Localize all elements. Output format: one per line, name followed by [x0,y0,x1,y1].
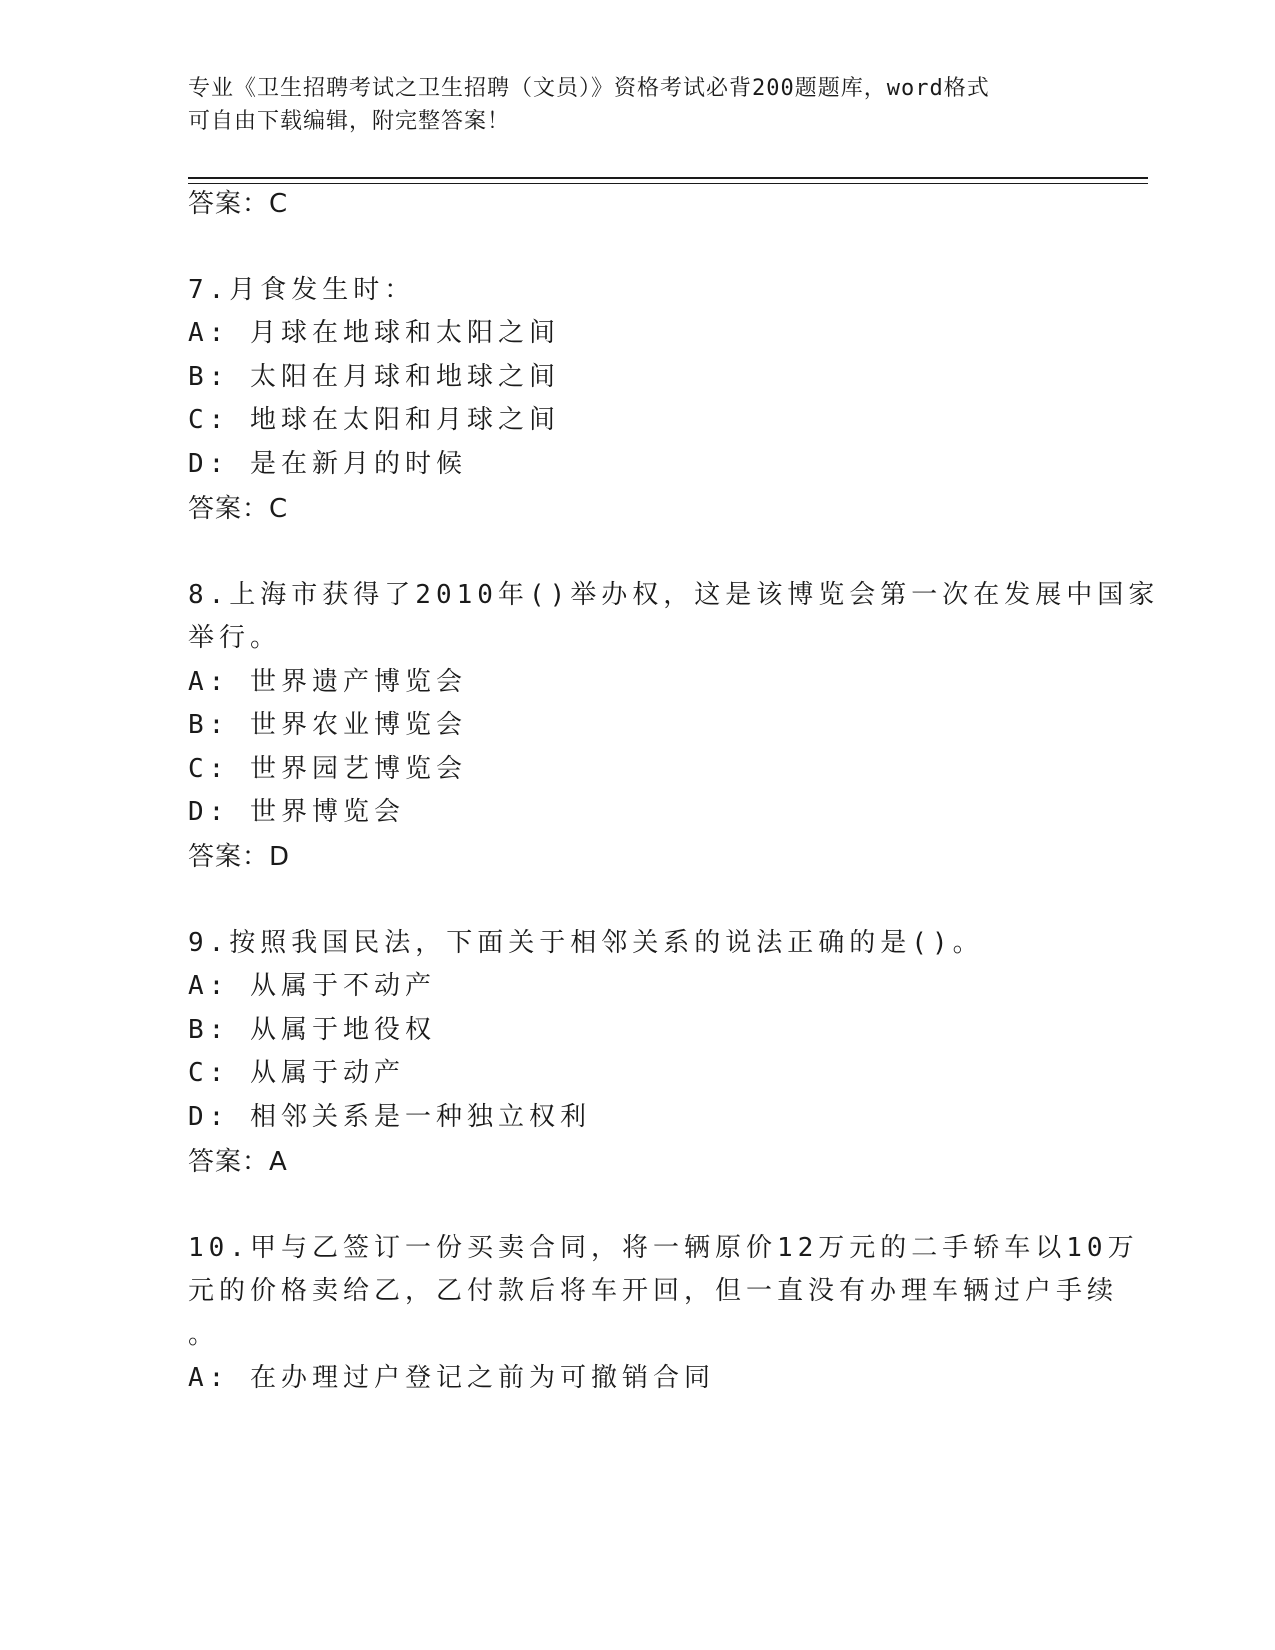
question-8-stem-line-2: 举行。 [188,623,282,653]
question-8-option-a: A: 世界遗产博览会 [188,667,467,697]
question-7-option-c: C: 地球在太阳和月球之间 [188,405,560,435]
header-line-1: 专业《卫生招聘考试之卫生招聘（文员）》资格考试必背200题题库，word格式 [188,76,990,101]
question-10-option-a: A: 在办理过户登记之前为可撤销合同 [188,1363,715,1393]
question-8-option-c: C: 世界园艺博览会 [188,754,467,784]
question-9-option-d: D: 相邻关系是一种独立权利 [188,1102,591,1132]
document-header [188,72,1068,138]
question-7-answer: 答案：C [188,494,289,524]
question-10-stem-line-1: 10.甲与乙签订一份买卖合同，将一辆原价12万元的二手轿车以10万 [188,1233,1139,1263]
answer-previous: 答案：C [188,189,289,219]
header-line-2: 可自由下载编辑，附完整答案！ [188,109,511,134]
question-9-answer: 答案：A [188,1147,288,1177]
question-9-stem: 9.按照我国民法，下面关于相邻关系的说法正确的是()。 [188,928,984,958]
question-8-stem-line-1: 8.上海市获得了2010年()举办权，这是该博览会第一次在发展中国家 [188,580,1160,610]
question-7-option-b: B: 太阳在月球和地球之间 [188,362,560,392]
question-7-option-d: D: 是在新月的时候 [188,449,467,479]
question-8-option-d: D: 世界博览会 [188,797,405,827]
question-9-option-c: C: 从属于动产 [188,1058,405,1088]
question-10-stem-line-2: 元的价格卖给乙，乙付款后将车开回，但一直没有办理车辆过户手续 [188,1276,1119,1306]
question-7-stem: 7.月食发生时： [188,275,416,305]
question-7-option-a: A: 月球在地球和太阳之间 [188,318,560,348]
question-8-option-b: B: 世界农业博览会 [188,710,467,740]
question-9-option-a: A: 从属于不动产 [188,971,436,1001]
header-rule-thin [188,183,1148,184]
question-10-stem-line-3: 。 [188,1320,220,1350]
header-rule-thick [188,177,1148,179]
question-9-option-b: B: 从属于地役权 [188,1015,436,1045]
question-8-answer: 答案：D [188,842,291,872]
